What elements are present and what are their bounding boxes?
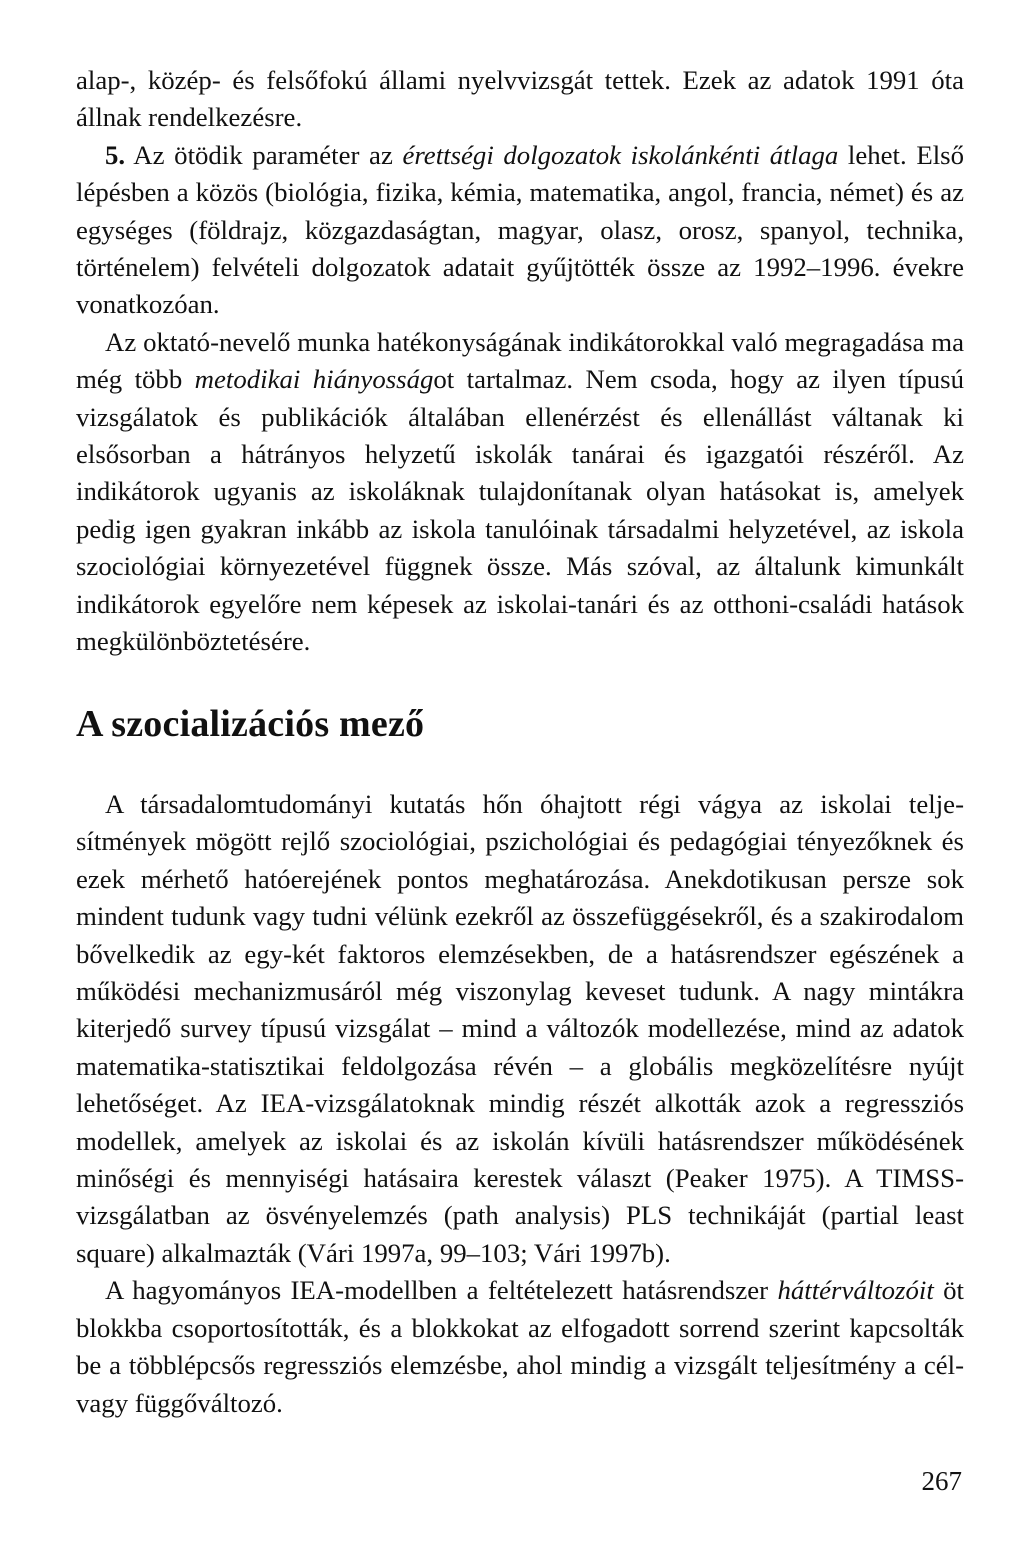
paragraph-text: alap-, közép- és felsőfokú állami nyelvvizsgát tettek. Ezek az adatok 1991 óta állnak rendelkezésre. [76,65,964,133]
emphasized-text: háttérváltozóit [777,1275,934,1306]
list-number: 5. [105,139,126,170]
paragraph-text: lehet. Első lépésben a közös (biológia, fizika, kémia, matematika, angol, francia, német) és az egységes (földrajz, közgazdaságtan, magyar, olasz, orosz, spanyol, technika, történelem) felvételi dolgozatok adatait gyűjtötték össze az 1992–1996. évekre vonatkozóan. [76,139,964,320]
paragraph-text: Az ötödik paraméter az [125,139,403,170]
paragraph-text: ot tartalmaz. Nem csoda, hogy az ilyen típusú vizsgálatok és publikációk általában ellenérzést és ellenállást váltanak ki elsősorban a hátrányos helyzetű iskolák tanárai és igazgatói részéről. Az indikátorok ugyanis az iskoláknak tulajdonítanak olyan hatásokat is, amelyek pedig igen gyakran inkább az iskola tanulóinak társadalmi helyzetével, az iskola szociológiai környezetével függnek össze. Más szóval, az általunk kimunkált indikátorok egyelőre nem képesek az iskolai-tanári és az otthoni-családi hatások megkülönböztetésére. [76,364,964,657]
paragraph-research-goal [76,786,964,1272]
section-heading: A szocializációs mező [76,703,425,745]
paragraph-parameter-5 [76,137,964,324]
section-body [76,786,964,1422]
document-page [76,62,965,1418]
paragraph-intro-continuation [76,62,964,137]
paragraph-text: öt blokkba csoportosították, és a blokkokat az elfogadott sorrend szerint kapcsolták be a többlépcsős regressziós elemzésbe, ahol mindig a vizsgált teljesítmény a cél- vagy függőváltozó. [76,1275,965,1418]
paragraph-text: A hagyományos IEA-modellben a feltételezett hatásrendszer [105,1275,778,1306]
paragraph-indicators [76,324,964,661]
emphasized-text: érettségi dolgozatok iskolánkénti átlaga [402,139,839,170]
paragraph-text: Az oktató-nevelő munka hatékonyságának indikátorokkal való megragadása ma még több [76,326,964,395]
paragraph-text: A társadalomtudományi kutatás hőn óhajtott régi vágya az iskolai teljesítmények mögött rejlő szociológiai, pszichológiai és pedagógiai tényezőknek és ezek mérhető hatóerejének pontos meghatározása. Anekdotikusan persze sok mindent tudunk vagy tudni vélünk ezekről az összefüggésekről, és a szakirodalom bővelkedik az egy-két faktoros elemzésekben, de a hatásrendszer egészének a működési mechanizmusáról még viszonylag keveset tudunk. A nagy mintákra kiterjedő survey típusú vizsgálat – mind a változók modellezése, mind az adatok matematika-statisztikai feldolgozása révén – a globális megközelítésre nyújt lehetőséget. Az IEA-vizsgálatoknak mindig részét alkották azok a regressziós modellek, amelyek az iskolai és az iskolán kívüli hatásrendszer működésének minőségi és mennyiségi hatásaira kerestek választ (Peaker 1975). A TIMSS-vizsgálatban az ösvényelemzés (path analysis) PLS technikáját (partial least square) alkalmazták (Vári 1997a, 99–103; Vári 1997b). [76,789,964,1268]
paragraph-iea-model [76,1272,964,1422]
page-number: 267 [921,1466,962,1496]
emphasized-text: metodikai hiányosság [194,364,434,395]
